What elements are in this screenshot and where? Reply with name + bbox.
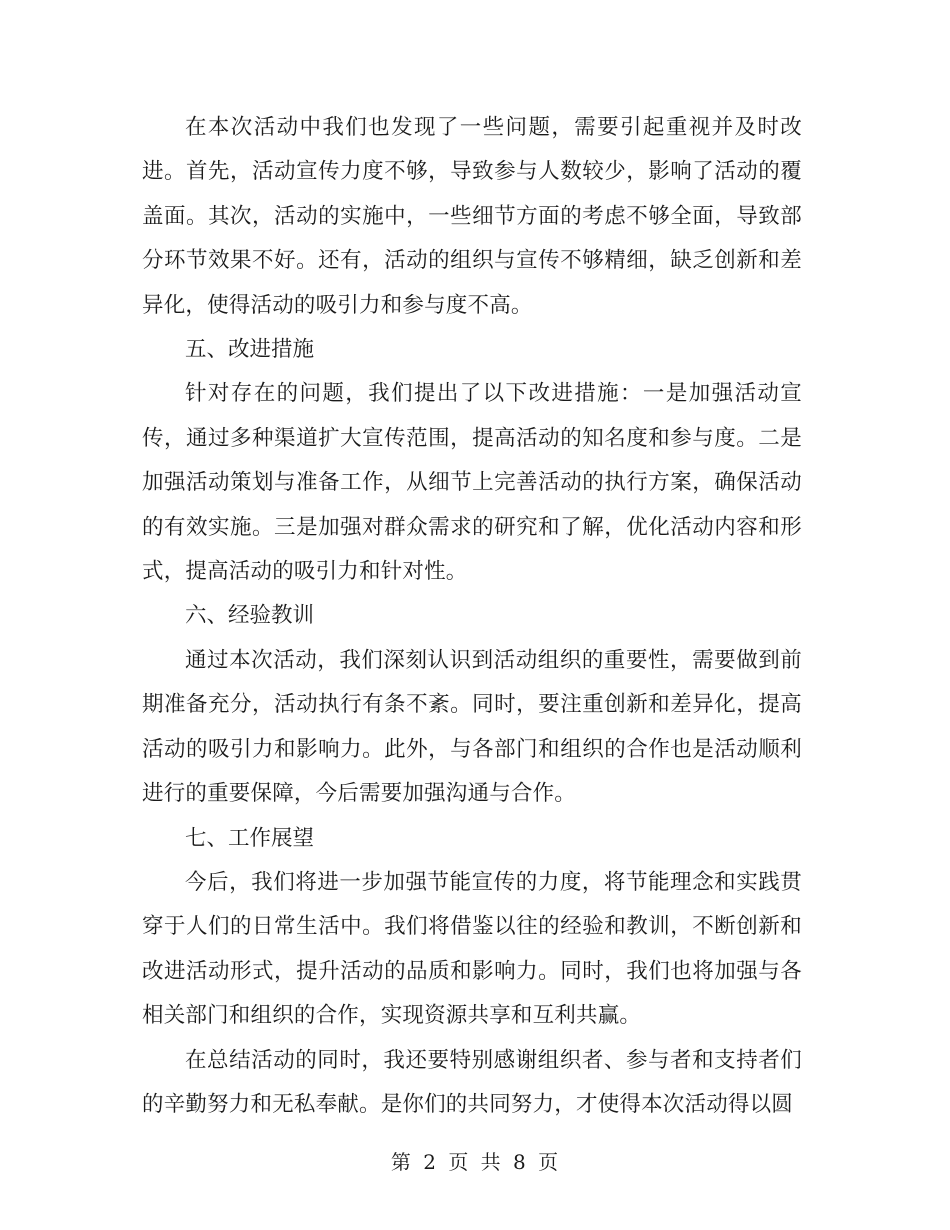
- section-heading-lessons: 六、经验教训: [185, 603, 315, 629]
- paragraph-thanks: 在总结活动的同时，我还要特别感谢组织者、参与者和支持者们的辛勤努力和无私奉献。是你们的共同努力，才使得本次活动得以圆: [142, 1047, 802, 1117]
- section-heading-outlook: 七、工作展望: [185, 825, 315, 851]
- paragraph-problems: 在本次活动中我们也发现了一些问题，需要引起重视并及时改进。首先，活动宣传力度不够，导致参与人数较少，影响了活动的覆盖面。其次，活动的实施中，一些细节方面的考虑不够全面，导致部分环节效果不好。还有，活动的组织与宣传不够精细，缺乏创新和差异化，使得活动的吸引力和参与度不高。: [142, 115, 802, 318]
- page-number-footer: 第 2 页 共 8 页: [390, 1150, 560, 1174]
- paragraph-outlook: 今后，我们将进一步加强节能宣传的力度，将节能理念和实践贯穿于人们的日常生活中。我们将借鉴以往的经验和教训，不断创新和改进活动形式，提升活动的品质和影响力。同时，我们也将加强与各相关部门和组织的合作，实现资源共享和互利共赢。: [142, 869, 802, 1029]
- document-body: [142, 106, 802, 1127]
- section-heading-improvements: 五、改进措施: [185, 337, 315, 363]
- paragraph-improvements: 针对存在的问题，我们提出了以下改进措施：一是加强活动宣传，通过多种渠道扩大宣传范围，提高活动的知名度和参与度。二是加强活动策划与准备工作，从细节上完善活动的执行方案，确保活动的有效实施。三是加强对群众需求的研究和了解，优化活动内容和形式，提高活动的吸引力和针对性。: [142, 381, 802, 585]
- paragraph-lessons: 通过本次活动，我们深刻认识到活动组织的重要性，需要做到前期准备充分，活动执行有条不紊。同时，要注重创新和差异化，提高活动的吸引力和影响力。此外，与各部门和组织的合作也是活动顺利进行的重要保障，今后需要加强沟通与合作。: [142, 647, 802, 807]
